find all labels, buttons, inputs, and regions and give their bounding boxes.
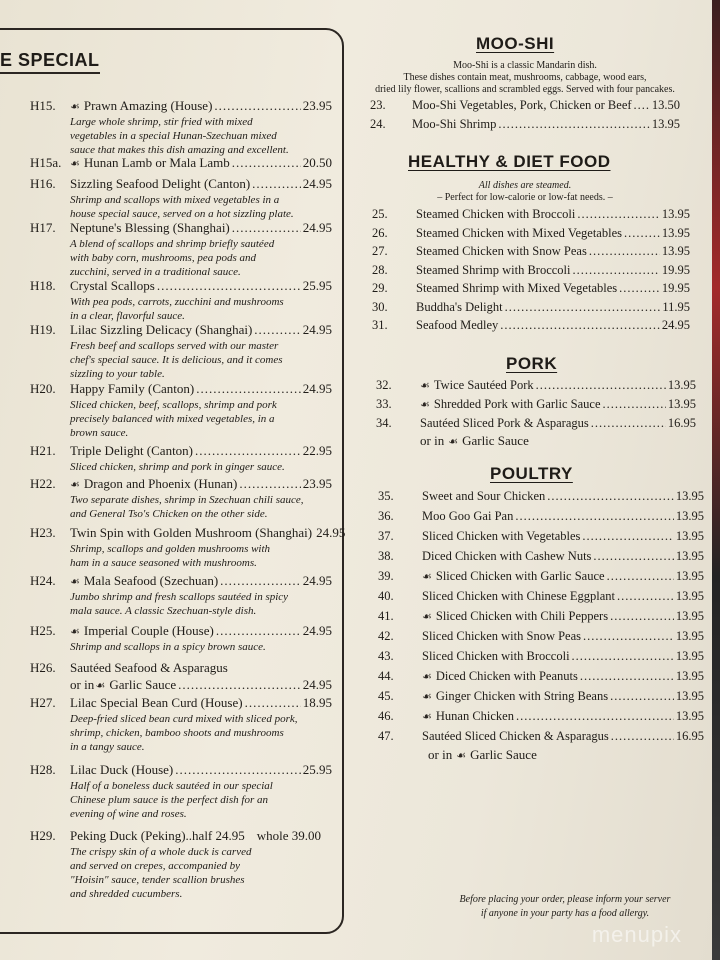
item-description: Half of a boneless duck sautéed in our special <box>70 780 273 792</box>
menu-item-row <box>70 443 332 459</box>
menu-item-row <box>422 629 704 644</box>
menu-item-row <box>422 669 704 684</box>
item-price: 22.95 <box>302 443 332 458</box>
menu-item-row <box>422 509 704 524</box>
dot-leader <box>196 381 301 397</box>
dot-leader <box>607 569 674 584</box>
spicy-icon: ☙ <box>70 576 80 588</box>
item-price: 13.95 <box>675 489 704 503</box>
item-price: 24.95 <box>302 677 332 692</box>
item-number: 39. <box>378 569 394 583</box>
item-description: sizzling to your table. <box>70 368 165 380</box>
dot-leader-short: .. <box>185 828 193 843</box>
item-number: 43. <box>378 649 394 663</box>
item-number: 40. <box>378 589 394 603</box>
item-number: H23. <box>30 525 56 540</box>
item-description: Sliced chicken, beef, scallops, shrimp and pork <box>70 399 277 411</box>
menu-item-row-2 <box>70 677 332 693</box>
item-number: 33. <box>376 397 392 411</box>
item-price: 24.95 <box>661 318 690 332</box>
item-price: 13.95 <box>661 207 690 221</box>
item-number: 30. <box>372 299 388 314</box>
item-price: 24.95 <box>302 623 332 638</box>
item-description: evening of wine and roses. <box>70 808 187 820</box>
menu-item-row <box>422 709 704 724</box>
item-name: Twice Sautéed Pork <box>433 378 534 392</box>
dot-leader <box>252 176 301 192</box>
pork-title: PORK <box>506 354 558 373</box>
dot-leader <box>214 98 300 114</box>
menu-item-row <box>422 589 704 604</box>
item-number: 47. <box>378 729 394 743</box>
menu-item-row <box>416 244 690 259</box>
dot-leader <box>582 529 673 544</box>
item-price: 13.95 <box>667 378 696 392</box>
dot-leader <box>232 220 301 236</box>
item-name: Sweet and Sour Chicken <box>422 489 546 503</box>
item-description: Sliced chicken, shrimp and pork in ginger sauce. <box>70 461 285 473</box>
item-description: ham in a sauce seasoned with mushrooms. <box>70 557 257 569</box>
item-description: Chinese plum sauce is the perfect dish for an <box>70 794 268 806</box>
mooshi-intro-2: These dishes contain meat, mushrooms, cabbage, wood ears, <box>403 72 647 83</box>
item-name: Crystal Scallops <box>70 278 155 293</box>
dot-leader <box>178 677 301 693</box>
dot-leader <box>589 244 660 259</box>
menu-item-row <box>420 378 696 393</box>
item-number: 24. <box>370 117 386 131</box>
item-description: and General Tso's Chicken on the other side. <box>70 508 268 520</box>
item-number: 35. <box>378 489 394 503</box>
item-description: Large whole shrimp, stir fried with mixed <box>70 116 253 128</box>
item-price: 13.95 <box>675 669 704 683</box>
dot-leader <box>232 155 301 171</box>
item-price: 13.95 <box>661 244 690 258</box>
item-price: 13.95 <box>675 689 704 703</box>
menu-item-row-2 <box>428 747 537 763</box>
item-name: Sautéed Sliced Pork & Asparagus <box>420 416 589 430</box>
item-price: 16.95 <box>667 416 696 430</box>
item-number: 28. <box>372 262 388 277</box>
item-name: Neptune's Blessing (Shanghai) <box>70 220 230 235</box>
item-description: A blend of scallops and shrimp briefly sautéed <box>70 238 275 250</box>
spicy-icon: ☙ <box>420 399 430 411</box>
item-name: Diced Chicken with Cashew Nuts <box>422 549 592 563</box>
menu-item-row <box>422 489 704 504</box>
menu-item-row <box>422 729 704 744</box>
healthy-title: HEALTHY & DIET FOOD <box>408 152 611 171</box>
item-number: 45. <box>378 689 394 703</box>
item-name: Moo Goo Gai Pan <box>422 509 514 523</box>
menu-item-row <box>70 476 332 492</box>
menu-item-row <box>422 529 704 544</box>
item-number: 38. <box>378 549 394 563</box>
healthy-intro-2: – Perfect for low-calorie or low-fat needs. – <box>437 192 613 203</box>
item-name: Twin Spin with Golden Mushroom (Shanghai) <box>70 525 313 540</box>
menu-item-row <box>416 226 690 241</box>
item-name: Hunan Chicken <box>435 709 514 723</box>
item-or-in: or in <box>70 677 95 692</box>
whole-price: whole 39.00 <box>256 828 322 843</box>
menu-item-row <box>412 117 680 132</box>
dot-leader <box>505 300 661 315</box>
item-name: Diced Chicken with Peanuts <box>435 669 578 683</box>
spicy-icon: ☙ <box>422 671 432 683</box>
item-alt-name: Garlic Sauce <box>109 677 177 692</box>
item-description: in a tangy sauce. <box>70 741 145 753</box>
item-description: Two separate dishes, shrimp in Szechuan chili sauce, <box>70 494 304 506</box>
item-price: 13.95 <box>675 529 704 543</box>
special-title-underline <box>0 72 100 74</box>
table-edge <box>712 0 720 960</box>
item-description: sauce that makes this dish amazing and excellent. <box>70 144 289 156</box>
item-price: 23.95 <box>302 476 332 491</box>
item-name: Ginger Chicken with String Beans <box>435 689 609 703</box>
item-name: Steamed Chicken with Broccoli <box>416 207 576 221</box>
item-number: 23. <box>370 98 386 112</box>
dot-leader <box>516 709 674 724</box>
item-number: H24. <box>30 573 56 588</box>
item-name: Dragon and Phoenix (Hunan) <box>83 476 238 491</box>
poultry-title: POULTRY <box>490 464 573 483</box>
menu-item-row <box>416 263 690 278</box>
item-number: H20. <box>30 381 56 396</box>
item-number: H19. <box>30 322 56 337</box>
dot-leader <box>216 623 301 639</box>
item-description: vegetables in a special Hunan-Szechuan mixed <box>70 130 277 142</box>
item-name: Imperial Couple (House) <box>83 623 214 638</box>
item-price: 25.95 <box>302 278 332 293</box>
menu-item-row <box>422 549 704 564</box>
dot-leader <box>611 729 674 744</box>
item-description: brown sauce. <box>70 427 129 439</box>
dot-leader <box>591 416 666 431</box>
item-number: 31. <box>372 318 388 332</box>
item-price: 24.95 <box>302 220 332 235</box>
spicy-icon: ☙ <box>70 158 80 170</box>
dot-leader <box>547 489 674 504</box>
item-name: Steamed Shrimp with Mixed Vegetables <box>416 281 618 295</box>
spicy-icon: ☙ <box>95 680 106 692</box>
item-description: "Hoisin" sauce, tender scallion brushes <box>70 874 245 886</box>
item-number: H21. <box>30 443 56 458</box>
item-price: 20.50 <box>302 155 332 170</box>
item-name: Lilac Duck (House) <box>70 762 174 777</box>
dot-leader <box>245 695 301 711</box>
dot-leader <box>583 629 674 644</box>
item-name: Steamed Shrimp with Broccoli <box>416 262 571 277</box>
spicy-icon: ☙ <box>70 479 80 491</box>
dot-leader <box>610 609 674 624</box>
dot-leader <box>195 443 301 459</box>
dot-leader <box>498 117 649 132</box>
item-name: Moo-Shi Shrimp <box>412 117 497 131</box>
spicy-icon: ☙ <box>422 711 432 723</box>
item-description: The crispy skin of a whole duck is carved <box>70 846 252 858</box>
mooshi-title: MOO-SHI <box>476 34 555 53</box>
item-number: H16. <box>30 176 56 191</box>
item-description: zucchini, served in a traditional sauce. <box>70 266 241 278</box>
item-price: 23.95 <box>302 98 332 113</box>
item-description: precisely balanced with mixed vegetables, in a <box>70 413 275 425</box>
dot-leader <box>572 649 674 664</box>
menu-item-row <box>412 98 680 113</box>
menu-item-row <box>70 623 332 639</box>
menu-item-row <box>70 381 332 397</box>
item-price: 13.95 <box>675 549 704 563</box>
spicy-icon: ☙ <box>70 626 80 638</box>
item-name: Sautéed Seafood & Asparagus <box>70 660 228 675</box>
allergy-note-2: if anyone in your party has a food allergy. <box>480 908 650 919</box>
menu-item-row <box>70 695 332 711</box>
menu-item-row <box>70 525 346 541</box>
item-description: and served on crepes, accompanied by <box>70 860 241 872</box>
item-price: 13.95 <box>651 117 680 131</box>
item-name: Lilac Sizzling Delicacy (Shanghai) <box>70 322 253 337</box>
spicy-icon: ☙ <box>422 691 432 703</box>
item-price: 13.50 <box>651 98 680 112</box>
item-description: Shrimp and scallops with mixed vegetables in a <box>70 194 280 206</box>
item-name: Sliced Chicken with Broccoli <box>422 649 570 663</box>
item-price: 25.95 <box>302 762 332 777</box>
spicy-icon: ☙ <box>422 611 432 623</box>
dot-leader <box>634 98 650 113</box>
item-number: H28. <box>30 762 56 777</box>
item-price: 13.95 <box>675 629 704 643</box>
item-name: Hunan Lamb or Mala Lamb <box>83 155 230 170</box>
item-description: in a clear, flavorful sauce. <box>70 310 185 322</box>
item-price: 19.95 <box>661 262 690 277</box>
item-number: 27. <box>372 244 388 258</box>
dot-leader <box>239 476 300 492</box>
item-name: Triple Delight (Canton) <box>70 443 194 458</box>
item-price: 24.95 <box>302 322 332 337</box>
menu-item-row <box>416 281 690 296</box>
item-price: 24.95 <box>302 176 332 191</box>
menu-item-row <box>70 322 332 338</box>
item-number: H27. <box>30 695 56 710</box>
item-name: Peking Duck (Peking) <box>70 828 186 843</box>
menu-item-row <box>416 300 690 315</box>
item-number: 46. <box>378 709 394 723</box>
item-number: 37. <box>378 529 394 543</box>
item-price: 13.95 <box>675 609 704 623</box>
special-section-title: E SPECIAL <box>0 50 100 70</box>
menu-item-row <box>70 176 332 192</box>
item-or-in: or in <box>420 433 445 448</box>
menu-item-row <box>70 220 332 236</box>
item-description: chef's special sauce. It is delicious, and it comes <box>70 354 283 366</box>
dot-leader <box>536 378 666 393</box>
item-price: 19.95 <box>661 281 690 295</box>
item-price: 13.95 <box>661 225 690 240</box>
mooshi-intro-1: Moo-Shi is a classic Mandarin dish. <box>453 60 597 71</box>
dot-leader <box>220 573 301 589</box>
item-price: 24.95 <box>302 381 332 396</box>
item-price: 13.95 <box>675 709 704 723</box>
menu-item-row <box>70 762 332 778</box>
item-name: Shredded Pork with Garlic Sauce <box>433 397 601 411</box>
item-name: Lilac Special Bean Curd (House) <box>70 695 243 710</box>
menu-item-row <box>420 397 696 412</box>
item-name: Sautéed Sliced Chicken & Asparagus <box>422 729 609 743</box>
item-price: 13.95 <box>675 589 704 603</box>
spicy-icon: ☙ <box>456 750 467 762</box>
dot-leader <box>500 318 660 333</box>
dot-leader <box>175 762 301 778</box>
item-number: 32. <box>376 378 392 392</box>
item-price: 24.95 <box>316 525 346 540</box>
item-name: Sliced Chicken with Snow Peas <box>422 629 582 643</box>
dot-leader <box>580 669 674 684</box>
item-name: Mala Seafood (Szechuan) <box>83 573 219 588</box>
menu-item-row <box>422 609 704 624</box>
item-description: Jumbo shrimp and fresh scallops sautéed in spicy <box>70 591 289 603</box>
dot-leader <box>610 689 674 704</box>
item-number: 34. <box>376 416 392 430</box>
menu-item-row <box>416 318 690 333</box>
menu-item-row <box>70 278 332 294</box>
item-number: H22. <box>30 476 56 491</box>
item-price: 13.95 <box>675 509 704 523</box>
item-number: 44. <box>378 669 394 683</box>
item-number: 26. <box>372 225 388 240</box>
item-name: Seafood Medley <box>416 318 499 332</box>
item-number: H18. <box>30 278 56 293</box>
item-price: 13.95 <box>675 569 704 583</box>
menu-item-row <box>70 660 330 676</box>
item-name: Prawn Amazing (House) <box>83 98 213 113</box>
item-alt-name: Garlic Sauce <box>470 747 537 762</box>
item-number: 42. <box>378 629 394 643</box>
item-description: Shrimp, scallops and golden mushrooms with <box>70 543 271 555</box>
item-price: 16.95 <box>675 729 704 743</box>
item-name: Happy Family (Canton) <box>70 381 195 396</box>
item-description: house special sauce, served on a hot sizzling plate. <box>70 208 294 220</box>
item-description: shrimp, chicken, bamboo shoots and mushrooms <box>70 727 284 739</box>
menu-item-row <box>70 828 332 844</box>
dot-leader <box>617 589 674 604</box>
item-price: 13.95 <box>667 397 696 411</box>
spicy-icon: ☙ <box>448 436 459 448</box>
dot-leader <box>603 397 666 412</box>
item-number: H15. <box>30 98 56 113</box>
menu-item-row <box>70 573 332 589</box>
item-name: Sliced Chicken with Vegetables <box>422 529 581 543</box>
mooshi-intro-3: dried lily flower, scallions and scrambled eggs. Served with four pancakes. <box>375 84 675 95</box>
dot-leader <box>515 509 674 524</box>
dot-leader <box>254 322 300 338</box>
watermark-logo: menupix <box>591 922 682 947</box>
dot-leader <box>577 207 660 222</box>
item-price: 18.95 <box>302 695 332 710</box>
menu-item-row <box>420 416 696 431</box>
menu-item-row <box>416 207 690 222</box>
menu-item-row <box>70 98 332 114</box>
item-price: 24.95 <box>302 573 332 588</box>
menu-item-row <box>70 155 332 171</box>
menu-item-row <box>422 689 704 704</box>
item-name: Steamed Chicken with Mixed Vegetables <box>416 225 622 240</box>
half-price: half 24.95 <box>192 828 245 843</box>
item-name: Moo-Shi Vegetables, Pork, Chicken or Beef <box>412 98 632 112</box>
item-number: 25. <box>372 207 388 221</box>
item-or-in: or in <box>428 747 453 762</box>
item-number: 41. <box>378 609 394 623</box>
dot-leader <box>593 549 673 564</box>
item-number: 29. <box>372 281 388 295</box>
spicy-icon: ☙ <box>420 380 430 392</box>
item-number: H25. <box>30 623 56 638</box>
item-name: Sliced Chicken with Chili Peppers <box>435 609 609 623</box>
item-description: mala sauce. A classic Szechuan-style dish. <box>70 605 257 617</box>
item-description: and shredded cucumbers. <box>70 888 183 900</box>
item-description: With pea pods, carrots, zucchini and mushrooms <box>70 296 284 308</box>
menu-item-row-2 <box>420 433 529 449</box>
item-number: 36. <box>378 509 394 523</box>
item-name: Sliced Chicken with Garlic Sauce <box>435 569 605 583</box>
item-number: H29. <box>30 828 56 843</box>
dot-leader <box>573 263 660 278</box>
healthy-intro-1: All dishes are steamed. <box>478 180 572 191</box>
item-number: H15a. <box>30 155 62 170</box>
item-price: 13.95 <box>675 649 704 663</box>
item-name: Sliced Chicken with Chinese Eggplant <box>422 589 616 603</box>
dot-leader <box>619 281 660 296</box>
item-name: Buddha's Delight <box>416 299 503 314</box>
menu-item-row <box>422 649 704 664</box>
item-alt-name: Garlic Sauce <box>462 433 529 448</box>
item-name: Sizzling Seafood Delight (Canton) <box>70 176 251 191</box>
spicy-icon: ☙ <box>70 101 80 113</box>
item-description: with baby corn, mushrooms, pea pods and <box>70 252 256 264</box>
allergy-note-1: Before placing your order, please inform your server <box>459 894 671 905</box>
item-description: Shrimp and scallops in a spicy brown sauce. <box>70 641 266 653</box>
item-name: Steamed Chicken with Snow Peas <box>416 244 587 258</box>
dot-leader <box>157 278 301 294</box>
item-price: 11.95 <box>662 299 690 314</box>
item-number: H26. <box>30 660 56 675</box>
item-description: Deep-fried sliced bean curd mixed with sliced pork, <box>70 713 298 725</box>
item-description: Fresh beef and scallops served with our master <box>70 340 279 352</box>
menu-item-row <box>422 569 704 584</box>
item-number: H17. <box>30 220 56 235</box>
spicy-icon: ☙ <box>422 571 432 583</box>
dot-leader <box>624 226 660 241</box>
